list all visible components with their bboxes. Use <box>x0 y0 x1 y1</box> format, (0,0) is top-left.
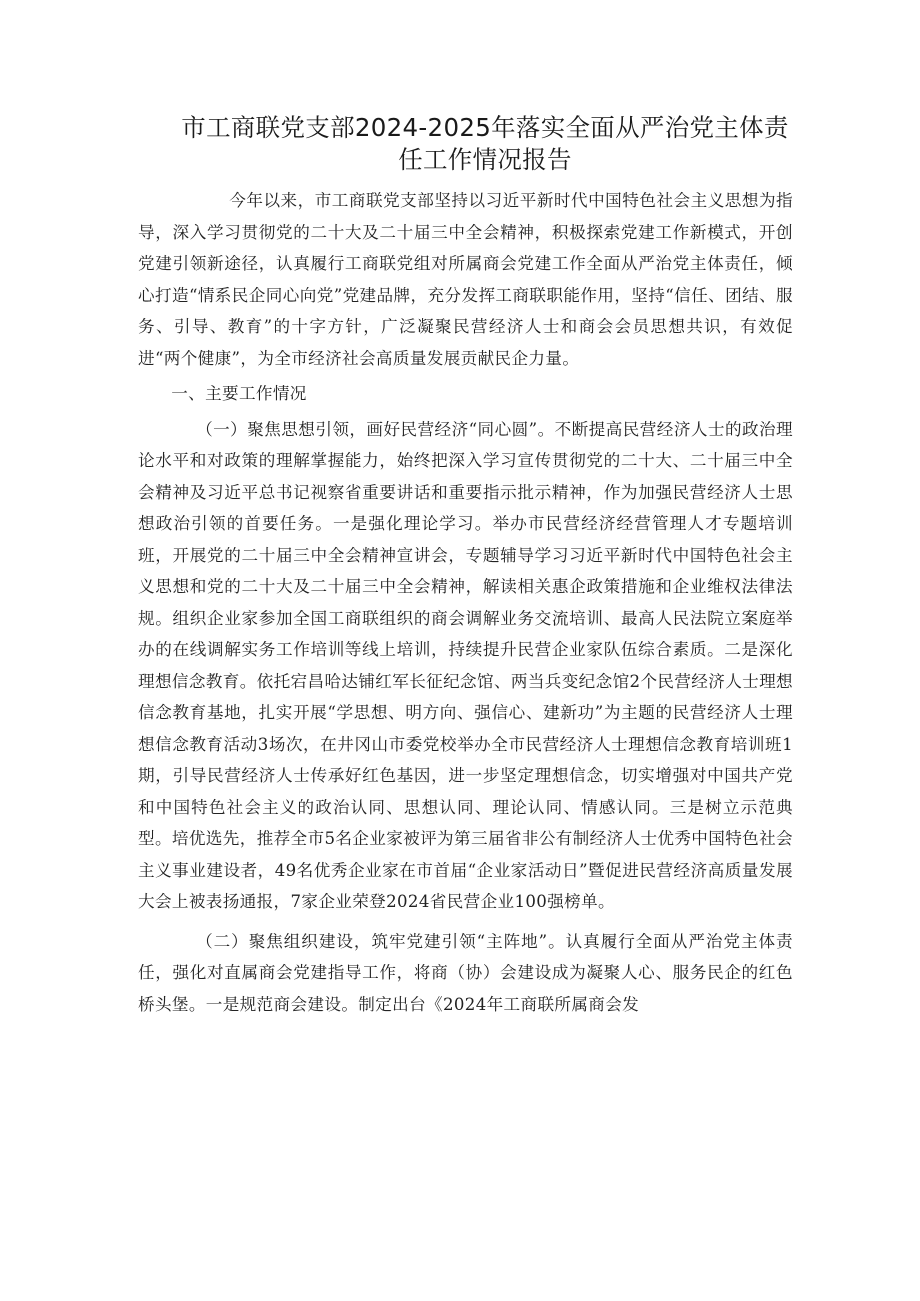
subsection-1-paragraph: （一）聚焦思想引领，画好民营经济“同心圆”。不断提高民营经济人士的政治理论水平和对政策的理解掌握能力，始终把深入学习宣传贯彻党的二十大、二十届三中全会精神及习近平总书记视察省重要讲话和重要指示批示精神，作为加强民营经济人士思想政治引领的首要任务。一是强化理论学习。举办市民营经济经营管理人才专题培训班，开展党的二十届三中全会精神宣讲会，专题辅导学习习近平新时代中国特色社会主义思想和党的二十大及二十届三中全会精神，解读相关惠企政策措施和企业维权法律法规。组织企业家参加全国工商联组织的商会调解业务交流培训、最高人民法院立案庭举办的在线调解实务工作培训等线上培训，持续提升民营企业家队伍综合素质。二是深化理想信念教育。依托宕昌哈达铺红军长征纪念馆、两当兵变纪念馆2个民营经济人士理想信念教育基地，扎实开展“学思想、明方向、强信心、建新功”为主题的民营经济人士理想信念教育活动3场次，在井冈山市委党校举办全市民营经济人士理想信念教育培训班1期，引导民营经济人士传承好红色基因，进一步坚定理想信念，切实增强对中国共产党和中国特色社会主义的政治认同、思想认同、理论认同、情感认同。三是树立示范典型。培优选先，推荐全市5名企业家被评为第三届省非公有制经济人士优秀中国特色社会主义事业建设者，49名优秀企业家在市首届“企业家活动日”暨促进民营经济高质量发展大会上被表扬通报，7家企业荣登2024省民营企业100强榜单。 <box>138 419 793 911</box>
title-line-2: 任工作情况报告 <box>398 145 572 174</box>
subsection-2-paragraph: （二）聚焦组织建设，筑牢党建引领“主阵地”。认真履行全面从严治党主体责任，强化对直属商会党建指导工作，将商（协）会建设成为凝聚人心、服务民企的红色桥头堡。一是规范商会建设。制定出台《2024年工商联所属商会发 <box>138 931 793 1014</box>
section-heading: 一、主要工作情况 <box>171 384 307 403</box>
document-body <box>138 185 793 1020</box>
intro-paragraph: 今年以来，市工商联党支部坚持以习近平新时代中国特色社会主义思想为指导，深入学习贯彻党的二十大及二十届三中全会精神，积极探索党建工作新模式，开创党建引领新途径，认真履行工商联党组对所属商会党建工作全面从严治党主体责任，倾心打造“情系民企同心向党”党建品牌，充分发挥工商联职能作用，坚持“信任、团结、服务、引导、教育”的十字方针，广泛凝聚民营经济人士和商会会员思想共识，有效促进“两个健康”，为全市经济社会高质量发展贡献民企力量。 <box>138 191 793 368</box>
title-line-1: 市工商联党支部2024-2025年落实全面从严治党主体责 <box>181 113 789 142</box>
document-title <box>140 112 830 176</box>
